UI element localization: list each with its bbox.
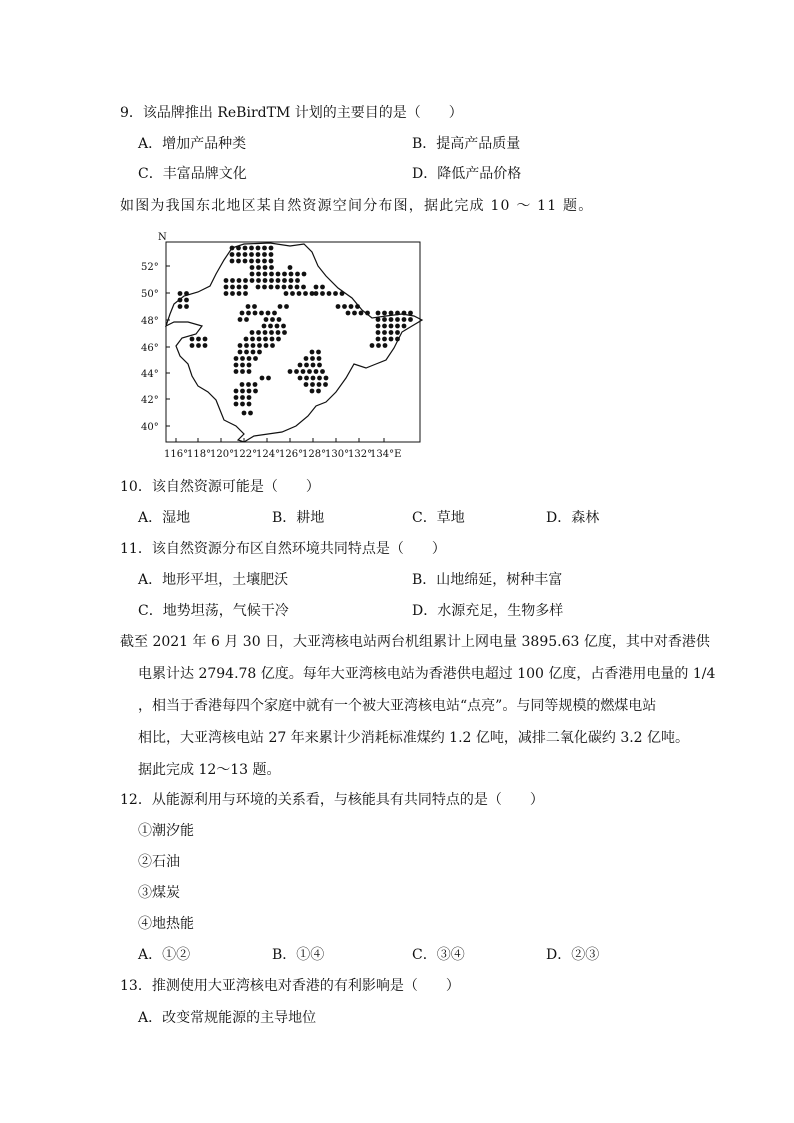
resource-dot bbox=[257, 350, 262, 355]
resource-dot bbox=[376, 324, 381, 329]
lon-label-120: 120° bbox=[210, 449, 235, 460]
resource-dot bbox=[253, 356, 258, 361]
resource-dot bbox=[243, 291, 248, 296]
resource-dot bbox=[251, 343, 256, 348]
resource-dot bbox=[269, 330, 274, 335]
passage-line-2: 电累计达 2794.78 亿度。每年大亚湾核电站为香港供电超过 100 亿度，占香港用电量的 1/4 bbox=[138, 666, 716, 682]
resource-dot bbox=[263, 265, 268, 270]
resource-dot bbox=[323, 382, 328, 387]
resource-dot bbox=[295, 272, 300, 277]
resource-dot bbox=[224, 278, 229, 283]
resource-dot bbox=[230, 252, 235, 257]
resource-dot bbox=[402, 317, 407, 322]
resource-dot bbox=[284, 304, 289, 309]
resource-dot bbox=[240, 311, 245, 316]
q9-option-c: C．丰富品牌文化 bbox=[138, 166, 247, 182]
resource-dot bbox=[382, 324, 387, 329]
resource-dot bbox=[376, 330, 381, 335]
resource-dot bbox=[278, 304, 283, 309]
resource-dot bbox=[298, 376, 303, 381]
resource-dot bbox=[244, 343, 249, 348]
q12-item-2: ②石油 bbox=[138, 854, 180, 870]
resource-dot bbox=[243, 252, 248, 257]
resource-dot bbox=[301, 369, 306, 374]
resource-dot bbox=[238, 350, 243, 355]
resource-dot bbox=[382, 337, 387, 342]
q9-option-b: B．提高产品质量 bbox=[412, 136, 521, 152]
resource-dot bbox=[382, 311, 387, 316]
resource-dot bbox=[224, 291, 229, 296]
resource-dot bbox=[247, 389, 252, 394]
resource-dot bbox=[178, 298, 183, 303]
resource-dot bbox=[247, 363, 252, 368]
resource-dot bbox=[253, 311, 258, 316]
latitude-ticks bbox=[166, 266, 170, 426]
resource-dot bbox=[302, 272, 307, 277]
resource-dot bbox=[190, 337, 195, 342]
resource-dot bbox=[250, 337, 255, 342]
lon-label-126: 126° bbox=[279, 449, 304, 460]
resource-dot bbox=[250, 330, 255, 335]
lat-label-44: 44° bbox=[141, 369, 159, 380]
passage-line-5: 据此完成 12～13 题。 bbox=[138, 762, 281, 778]
resource-dot bbox=[238, 343, 243, 348]
resource-dot bbox=[395, 324, 400, 329]
resource-dot bbox=[234, 363, 239, 368]
resource-dot bbox=[376, 337, 381, 342]
resource-dot bbox=[277, 317, 282, 322]
resource-dot bbox=[288, 285, 293, 290]
resource-dot bbox=[276, 330, 281, 335]
resource-dot bbox=[295, 285, 300, 290]
resource-distribution-map bbox=[140, 230, 440, 465]
resource-dot bbox=[310, 389, 315, 394]
resource-dot bbox=[314, 285, 319, 290]
resource-dot bbox=[249, 259, 254, 264]
resource-dot bbox=[376, 311, 381, 316]
resource-dot bbox=[230, 285, 235, 290]
q12-item-1: ①潮汐能 bbox=[138, 823, 194, 839]
resource-dot bbox=[269, 278, 274, 283]
resource-dot bbox=[389, 324, 394, 329]
resource-dot bbox=[196, 343, 201, 348]
resource-dot bbox=[288, 265, 293, 270]
q10-option-d: D．森林 bbox=[546, 510, 600, 526]
q11-option-d: D．水源充足，生物多样 bbox=[412, 603, 564, 619]
resource-dot bbox=[190, 343, 195, 348]
resource-dot bbox=[230, 291, 235, 296]
resource-dot bbox=[246, 304, 251, 309]
resource-dot bbox=[253, 389, 258, 394]
resource-dot bbox=[269, 272, 274, 277]
resource-dot bbox=[272, 311, 277, 316]
resource-dot bbox=[242, 411, 247, 416]
resource-dot bbox=[395, 337, 400, 342]
resource-dot bbox=[349, 304, 354, 309]
resource-dot bbox=[243, 285, 248, 290]
lat-label-50: 50° bbox=[141, 289, 159, 300]
resource-dot bbox=[230, 278, 235, 283]
resource-dot bbox=[237, 278, 242, 283]
resource-dot bbox=[316, 350, 321, 355]
resource-dot bbox=[304, 356, 309, 361]
resource-dot bbox=[317, 356, 322, 361]
resource-dot bbox=[310, 356, 315, 361]
resource-dot bbox=[269, 285, 274, 290]
q12-stem: 12．从能源利用与环境的关系看，与核能具有共同特点的是（ ） bbox=[120, 792, 544, 808]
resource-dot bbox=[304, 382, 309, 387]
resource-dot bbox=[262, 246, 267, 251]
resource-dot bbox=[262, 285, 267, 290]
resource-dot bbox=[282, 330, 287, 335]
resource-dot bbox=[234, 389, 239, 394]
resource-dot bbox=[240, 389, 245, 394]
resource-dot bbox=[240, 363, 245, 368]
resource-dot bbox=[408, 317, 413, 322]
resource-dot bbox=[260, 376, 265, 381]
resource-dot bbox=[276, 337, 281, 342]
resource-dot bbox=[359, 311, 364, 316]
resource-dot bbox=[238, 317, 243, 322]
q9-option-a: A．增加产品种类 bbox=[138, 136, 247, 152]
resource-dot bbox=[270, 337, 275, 342]
resource-dot bbox=[395, 311, 400, 316]
q10-stem: 10．该自然资源可能是（ ） bbox=[120, 479, 320, 495]
q11-option-a: A．地形平坦，土壤肥沃 bbox=[138, 572, 289, 588]
resource-dot bbox=[324, 376, 329, 381]
lat-label-42: 42° bbox=[141, 395, 159, 406]
resource-dot bbox=[281, 324, 286, 329]
resource-dot bbox=[327, 291, 332, 296]
q11-stem: 11．该自然资源分布区自然环境共同特点是（ ） bbox=[120, 541, 446, 557]
resource-dot bbox=[178, 304, 183, 309]
resource-dot bbox=[269, 259, 274, 264]
resource-dot bbox=[256, 285, 261, 290]
resource-dot bbox=[298, 363, 303, 368]
resource-dot bbox=[370, 343, 375, 348]
resource-dot bbox=[243, 278, 248, 283]
resource-dot bbox=[336, 304, 341, 309]
resource-dot bbox=[289, 272, 294, 277]
resource-dot bbox=[234, 356, 239, 361]
resource-dot bbox=[244, 350, 249, 355]
lon-label-128: 128° bbox=[302, 449, 327, 460]
resource-dot bbox=[256, 330, 261, 335]
resource-dot bbox=[276, 272, 281, 277]
resource-dot bbox=[365, 311, 370, 316]
resource-dot bbox=[203, 343, 208, 348]
resource-dot bbox=[184, 304, 189, 309]
resource-dot bbox=[230, 259, 235, 264]
resource-dot bbox=[263, 278, 268, 283]
q12-option-d: D．②③ bbox=[546, 947, 600, 963]
resource-dot bbox=[303, 291, 308, 296]
resource-dot bbox=[256, 252, 261, 257]
resource-dot bbox=[389, 337, 394, 342]
resource-dot bbox=[256, 272, 261, 277]
resource-dot bbox=[184, 291, 189, 296]
north-label: N bbox=[158, 232, 167, 243]
resource-dot bbox=[247, 395, 252, 400]
lon-label-118: 118° bbox=[187, 449, 212, 460]
resource-dot bbox=[257, 343, 262, 348]
q11-option-b: B．山地绵延，树种丰富 bbox=[412, 572, 563, 588]
resource-dot bbox=[340, 291, 345, 296]
q13-stem: 13．推测使用大亚湾核电对香港的有利影响是（ ） bbox=[120, 978, 460, 994]
resource-dot bbox=[389, 317, 394, 322]
resource-dot bbox=[259, 311, 264, 316]
resource-dot bbox=[383, 343, 388, 348]
resource-dot bbox=[317, 363, 322, 368]
passage-line-1: 截至 2021 年 6 月 30 日，大亚湾核电站两台机组累计上网电量 3895.63 亿度，其中对香港供 bbox=[120, 634, 710, 650]
resource-dot bbox=[262, 324, 267, 329]
resource-dot bbox=[304, 363, 309, 368]
resource-dot bbox=[269, 252, 274, 257]
map-intro: 如图为我国东北地区某自然资源空间分布图，据此完成 10 ～ 11 题。 bbox=[120, 198, 594, 214]
resource-dot bbox=[376, 343, 381, 348]
resource-dot bbox=[234, 402, 239, 407]
lon-label-122: 122° bbox=[233, 449, 258, 460]
resource-dot bbox=[262, 252, 267, 257]
resource-dot bbox=[275, 324, 280, 329]
resource-dot bbox=[314, 291, 319, 296]
resource-dot bbox=[240, 356, 245, 361]
resource-dot bbox=[246, 311, 251, 316]
resource-dot bbox=[236, 246, 241, 251]
resource-dot bbox=[284, 291, 289, 296]
map-frame bbox=[166, 242, 420, 442]
resource-dot bbox=[316, 389, 321, 394]
lat-label-48: 48° bbox=[141, 316, 159, 327]
resource-dot bbox=[269, 246, 274, 251]
resource-dot bbox=[311, 363, 316, 368]
resource-dot bbox=[295, 278, 300, 283]
q9-option-d: D．降低产品价格 bbox=[412, 166, 522, 182]
resource-dot bbox=[248, 411, 253, 416]
resource-dot bbox=[395, 317, 400, 322]
resource-dot bbox=[256, 278, 261, 283]
resource-dot bbox=[346, 311, 351, 316]
resource-dot bbox=[270, 343, 275, 348]
resource-dot bbox=[240, 382, 245, 387]
resource-dot bbox=[297, 291, 302, 296]
resource-dot bbox=[247, 402, 252, 407]
resource-dot bbox=[252, 304, 257, 309]
resource-dot bbox=[237, 291, 242, 296]
resource-dot bbox=[307, 369, 312, 374]
resource-dot bbox=[256, 259, 261, 264]
resource-dot bbox=[250, 265, 255, 270]
lon-label-116: 116° bbox=[164, 449, 189, 460]
resource-dot bbox=[389, 330, 394, 335]
resource-dot bbox=[196, 337, 201, 342]
resource-dot bbox=[402, 311, 407, 316]
resource-dot bbox=[352, 311, 357, 316]
resource-dot bbox=[240, 395, 245, 400]
resource-dot bbox=[389, 311, 394, 316]
resource-dot bbox=[382, 317, 387, 322]
resource-dot bbox=[282, 272, 287, 277]
lat-label-46: 46° bbox=[141, 343, 159, 354]
lon-label-134E: 134°E bbox=[370, 449, 402, 460]
lat-label-40: 40° bbox=[141, 422, 159, 433]
resource-dot bbox=[250, 272, 255, 277]
resource-dot bbox=[234, 395, 239, 400]
lon-label-132: 132° bbox=[348, 449, 373, 460]
q10-option-b: B．耕地 bbox=[272, 510, 325, 526]
q13-option-a: A．改变常规能源的主导地位 bbox=[138, 1010, 317, 1026]
resource-dot bbox=[301, 285, 306, 290]
resource-dot bbox=[247, 369, 252, 374]
region-outline bbox=[166, 243, 422, 442]
resource-dot bbox=[264, 343, 269, 348]
passage-line-4: 相比，大亚湾核电站 27 年来累计少消耗标准煤约 1.2 亿吨，减排二氧化碳约 3.2 亿吨。 bbox=[138, 730, 690, 746]
lon-label-124: 124° bbox=[256, 449, 281, 460]
resource-dot bbox=[236, 259, 241, 264]
resource-dot bbox=[250, 278, 255, 283]
lon-label-130: 130° bbox=[325, 449, 350, 460]
resource-dots bbox=[178, 246, 413, 416]
resource-dot bbox=[237, 285, 242, 290]
resource-dot bbox=[253, 382, 258, 387]
resource-dot bbox=[249, 246, 254, 251]
resource-dot bbox=[240, 402, 245, 407]
resource-dot bbox=[270, 317, 275, 322]
resource-dot bbox=[263, 337, 268, 342]
q10-option-a: A．湿地 bbox=[138, 510, 191, 526]
q12-item-3: ③煤炭 bbox=[138, 885, 180, 901]
resource-dot bbox=[314, 369, 319, 374]
resource-dot bbox=[310, 350, 315, 355]
resource-dot bbox=[402, 324, 407, 329]
resource-dot bbox=[311, 376, 316, 381]
resource-dot bbox=[184, 298, 189, 303]
resource-dot bbox=[320, 285, 325, 290]
resource-dot bbox=[244, 337, 249, 342]
q12-option-a: A．①② bbox=[138, 947, 191, 963]
resource-dot bbox=[224, 285, 229, 290]
resource-dot bbox=[395, 330, 400, 335]
resource-dot bbox=[275, 285, 280, 290]
resource-dot bbox=[203, 337, 208, 342]
resource-dot bbox=[256, 246, 261, 251]
resource-dot bbox=[269, 265, 274, 270]
resource-dot bbox=[320, 369, 325, 374]
resource-dot bbox=[317, 376, 322, 381]
resource-dot bbox=[294, 369, 299, 374]
resource-dot bbox=[256, 265, 261, 270]
resource-dot bbox=[288, 369, 293, 374]
resource-dot bbox=[178, 291, 183, 296]
resource-dot bbox=[376, 317, 381, 322]
resource-dot bbox=[243, 246, 248, 251]
q12-option-b: B．①④ bbox=[272, 947, 325, 963]
resource-dot bbox=[304, 376, 309, 381]
resource-dot bbox=[310, 382, 315, 387]
resource-dot bbox=[247, 356, 252, 361]
resource-dot bbox=[243, 259, 248, 264]
q12-option-c: C．③④ bbox=[412, 947, 465, 963]
resource-dot bbox=[333, 291, 338, 296]
resource-dot bbox=[236, 252, 241, 257]
resource-dot bbox=[246, 382, 251, 387]
resource-dot bbox=[268, 324, 273, 329]
resource-dot bbox=[266, 376, 271, 381]
resource-dot bbox=[249, 252, 254, 257]
resource-dot bbox=[257, 337, 262, 342]
resource-dot bbox=[342, 304, 347, 309]
resource-dot bbox=[382, 330, 387, 335]
resource-dot bbox=[408, 311, 413, 316]
resource-dot bbox=[263, 272, 268, 277]
lat-label-52: 52° bbox=[141, 262, 159, 273]
resource-dot bbox=[244, 317, 249, 322]
resource-dot bbox=[289, 278, 294, 283]
resource-dot bbox=[230, 246, 235, 251]
q11-option-c: C．地势坦荡，气候干冷 bbox=[138, 603, 289, 619]
resource-dot bbox=[264, 317, 269, 322]
resource-dot bbox=[290, 291, 295, 296]
resource-dot bbox=[282, 285, 287, 290]
q9-stem: 9．该品牌推出 ReBirdTM 计划的主要目的是（ ） bbox=[120, 105, 463, 121]
resource-dot bbox=[262, 259, 267, 264]
passage-line-3: ，相当于香港每四个家庭中就有一个被大亚湾核电站“点亮”。与同等规模的燃煤电站 bbox=[138, 698, 657, 714]
longitude-ticks bbox=[176, 438, 384, 442]
resource-dot bbox=[355, 304, 360, 309]
q12-item-4: ④地热能 bbox=[138, 916, 194, 932]
resource-dot bbox=[282, 278, 287, 283]
resource-dot bbox=[234, 369, 239, 374]
resource-dot bbox=[317, 382, 322, 387]
resource-dot bbox=[251, 350, 256, 355]
q10-option-c: C．草地 bbox=[412, 510, 465, 526]
resource-dot bbox=[240, 369, 245, 374]
resource-dot bbox=[320, 291, 325, 296]
resource-dot bbox=[266, 311, 271, 316]
resource-dot bbox=[276, 278, 281, 283]
resource-dot bbox=[263, 330, 268, 335]
